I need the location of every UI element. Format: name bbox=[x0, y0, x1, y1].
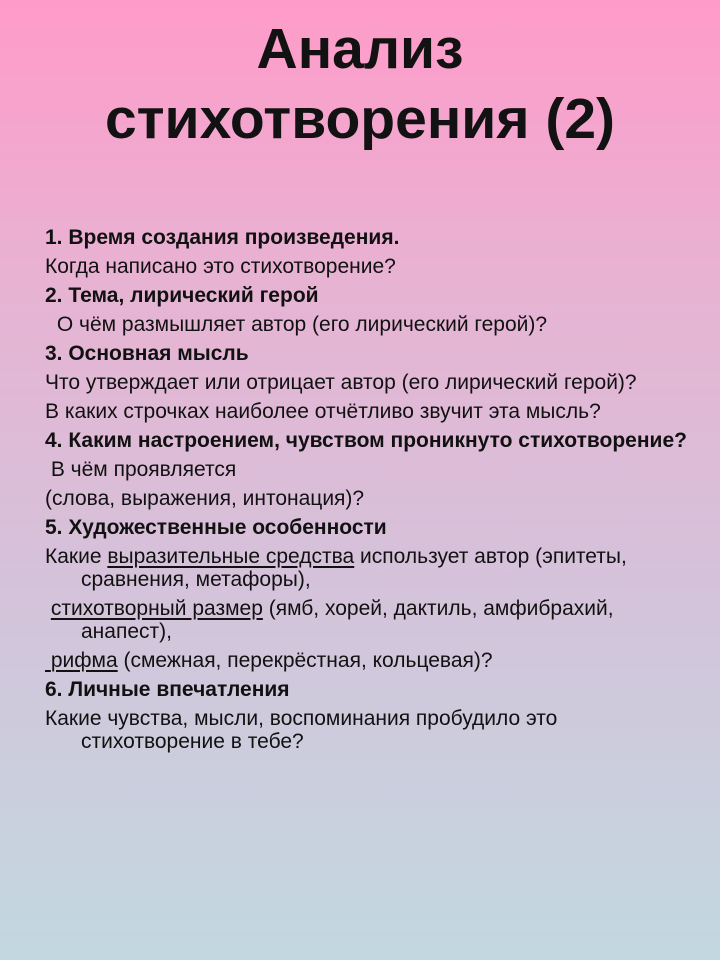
q2-text bbox=[45, 313, 705, 336]
rhyme-term-text: рифма bbox=[50, 649, 118, 672]
q5-line-2-post: (ямб, хорей, дактиль, амфибрахий, анапест), bbox=[81, 597, 614, 643]
q5-line-1-pre: Какие bbox=[45, 545, 108, 568]
q4-heading: 4. Каким настроением, чувством проникнуто стихотворение? bbox=[45, 429, 687, 452]
q2-heading: 2. Тема, лирический герой bbox=[45, 284, 319, 307]
q4-text-1-content: В чём проявляется bbox=[50, 458, 237, 481]
expressive-means-term: выразительные средства bbox=[107, 545, 355, 568]
q3-heading: 3. Основная мысль bbox=[45, 342, 249, 365]
slide-title-line-2: стихотворения (2) bbox=[104, 87, 616, 151]
q1-text: Когда написано это стихотворение? bbox=[45, 255, 396, 278]
q5-line-1 bbox=[45, 545, 705, 591]
q3-text-1: Что утверждает или отрицает автор (его лирический герой)? bbox=[45, 371, 637, 394]
q4-text-2: (слова, выражения, интонация)? bbox=[45, 487, 365, 510]
poetic-meter-term: стихотворный размер bbox=[50, 597, 263, 620]
question-list bbox=[45, 226, 705, 759]
q5-line-3 bbox=[45, 649, 705, 672]
q5-line-2 bbox=[45, 597, 705, 643]
rhyme-term bbox=[45, 649, 118, 672]
q5-line-3-post: (смежная, перекрёстная, кольцевая)? bbox=[117, 649, 493, 672]
q1-heading: 1. Время создания произведения. bbox=[45, 226, 400, 249]
slide-title bbox=[0, 14, 720, 154]
q3-text-2: В каких строчках наиболее отчётливо звучит эта мысль? bbox=[45, 400, 601, 423]
q5-heading: 5. Художественные особенности bbox=[45, 516, 387, 539]
q6-text: Какие чувства, мысли, воспоминания пробудило это стихотворение в тебе? bbox=[45, 707, 558, 753]
slide-title-line-1: Анализ bbox=[256, 17, 464, 81]
q2-text-content: О чём размышляет автор (его лирический герой)? bbox=[56, 313, 548, 336]
q6-heading: 6. Личные впечатления bbox=[45, 678, 290, 701]
q5-line-1-post: использует автор (эпитеты, сравнения, метафоры), bbox=[81, 545, 627, 591]
q4-text-1 bbox=[45, 458, 705, 481]
